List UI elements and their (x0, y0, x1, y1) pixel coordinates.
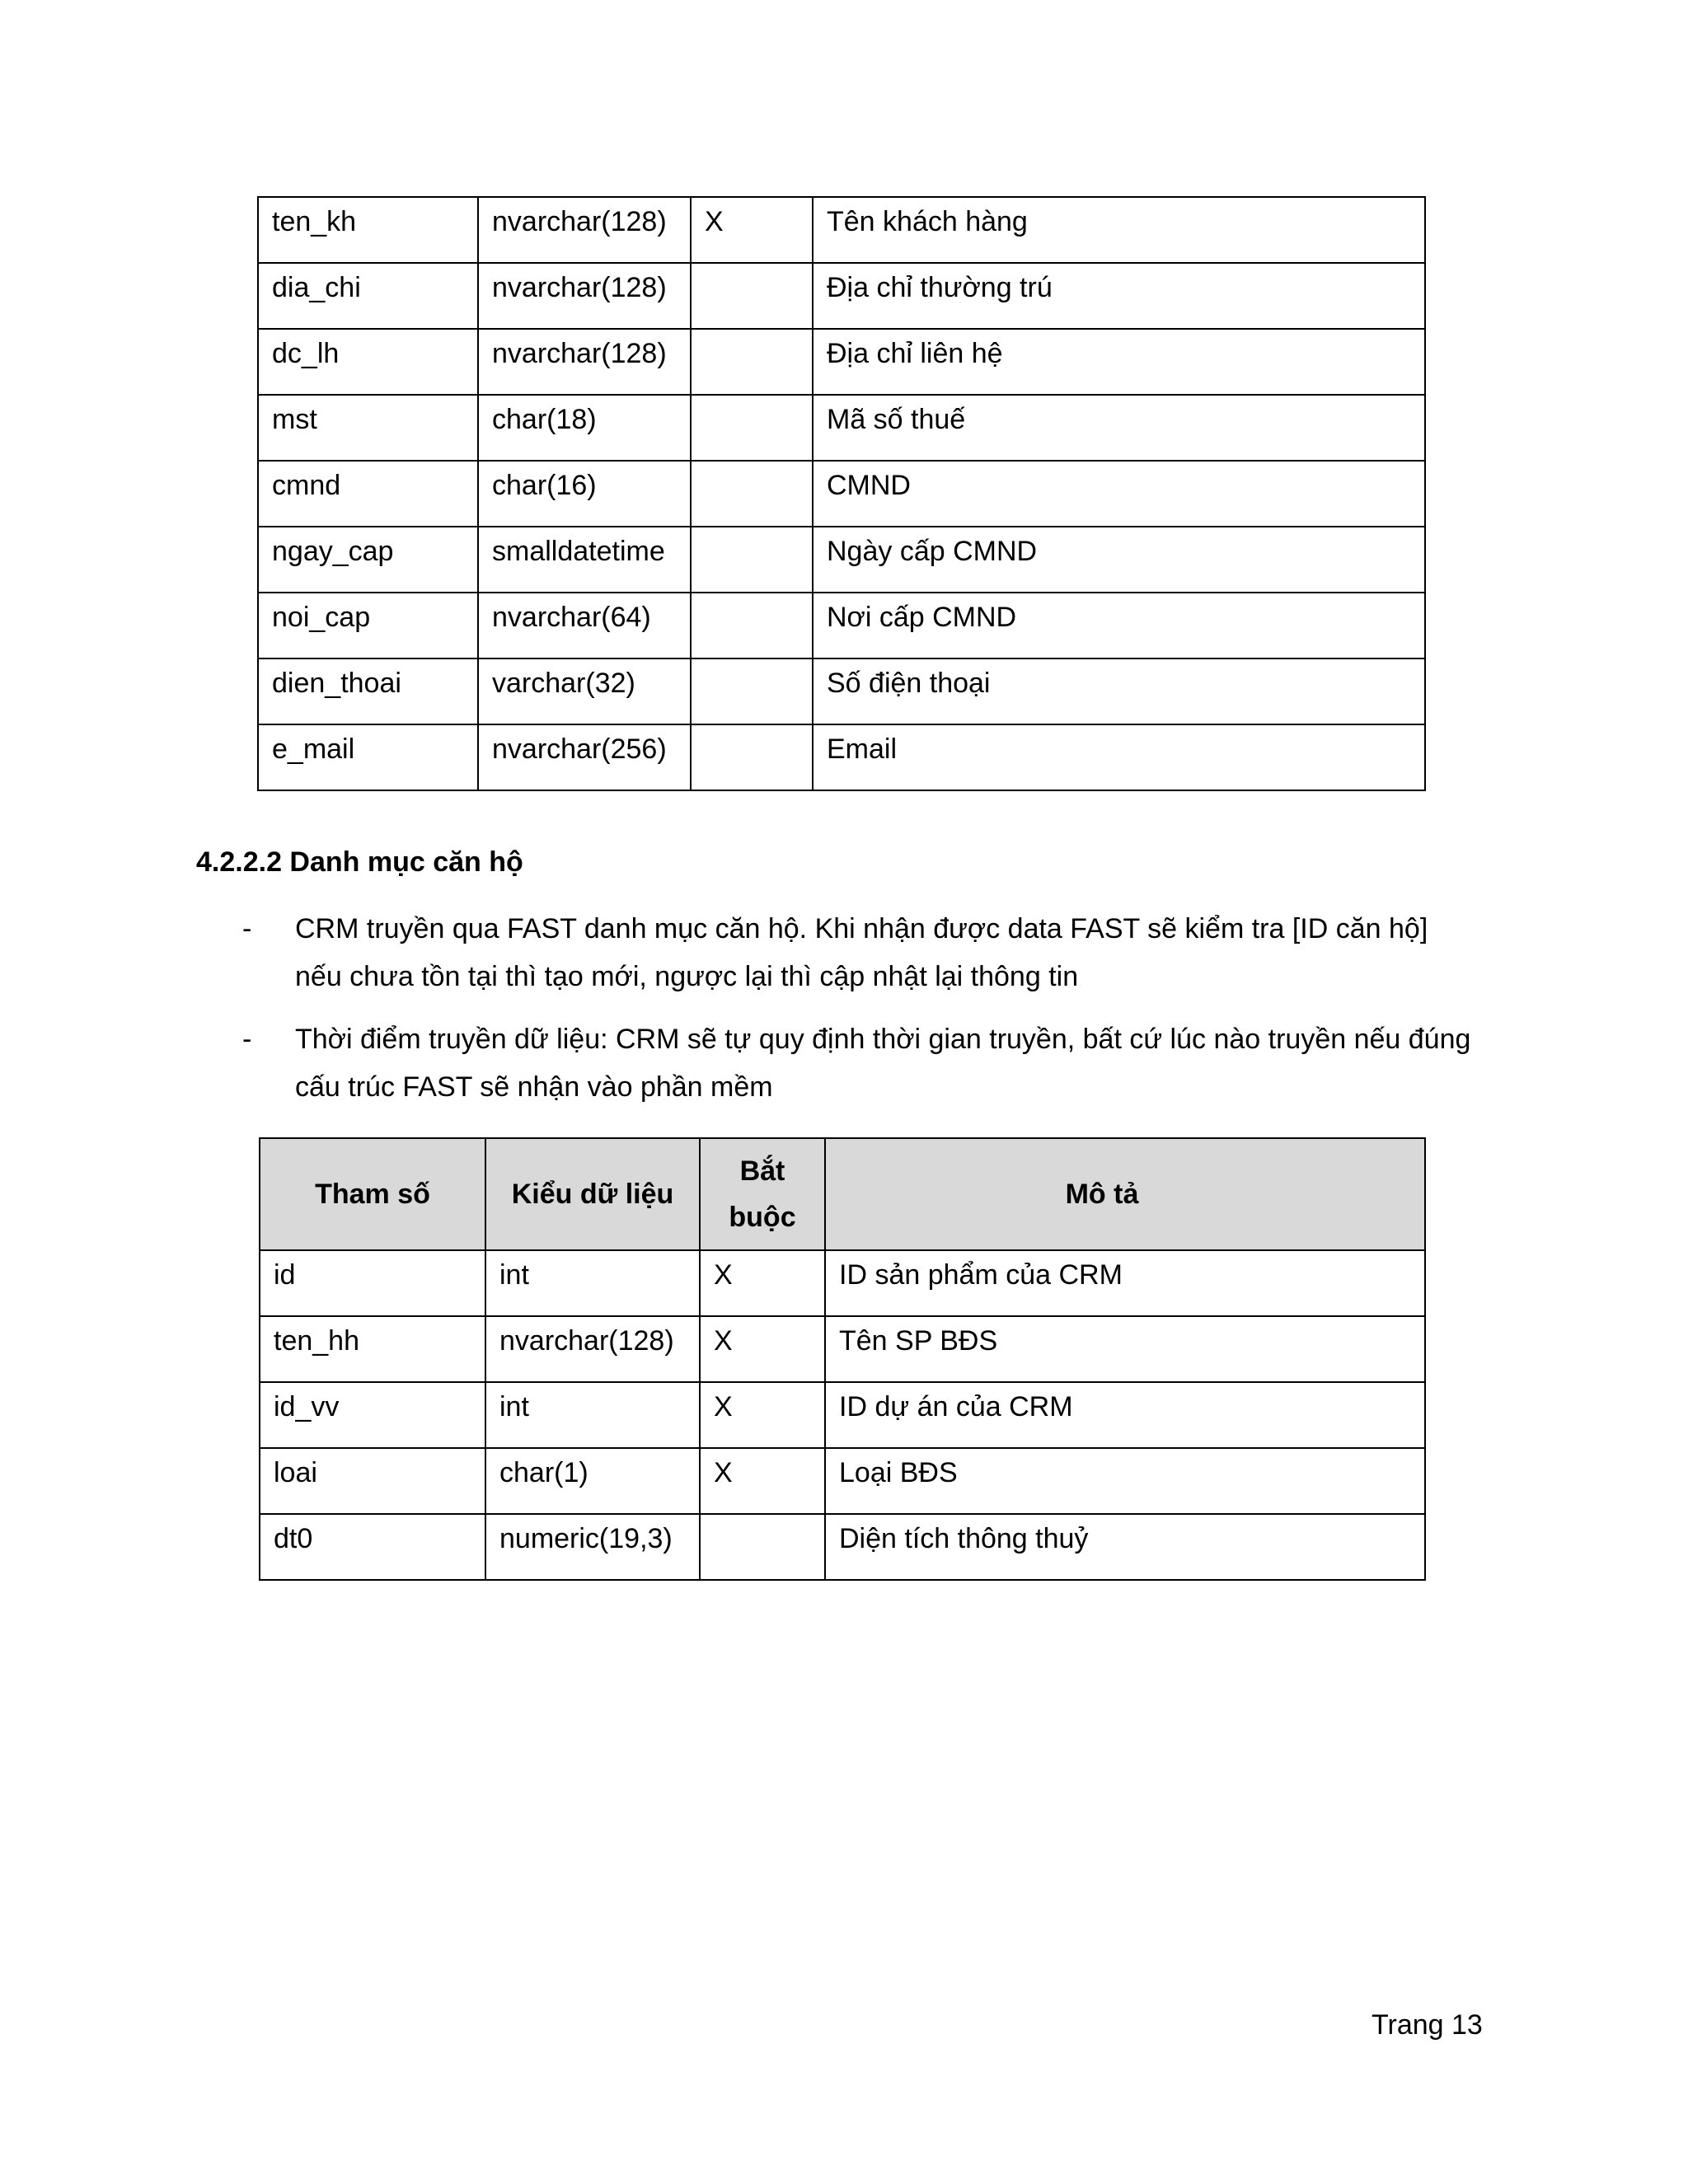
param-cell: id (260, 1250, 485, 1316)
required-cell: X (691, 197, 813, 263)
type-cell: smalldatetime (478, 527, 691, 593)
table-row (260, 1448, 1425, 1514)
required-cell (691, 593, 813, 658)
required-cell (691, 527, 813, 593)
table-row (260, 1382, 1425, 1448)
desc-cell: Diện tích thông thuỷ (825, 1514, 1425, 1580)
param-cell: ngay_cap (258, 527, 478, 593)
table-header-row (260, 1138, 1425, 1250)
required-cell (691, 263, 813, 329)
table-row (258, 658, 1425, 724)
type-cell: nvarchar(128) (478, 197, 691, 263)
required-cell (700, 1514, 825, 1580)
desc-cell: Tên khách hàng (813, 197, 1425, 263)
desc-cell: Mã số thuế (813, 395, 1425, 461)
param-cell: dc_lh (258, 329, 478, 395)
param-cell: ten_kh (258, 197, 478, 263)
desc-cell: ID sản phẩm của CRM (825, 1250, 1425, 1316)
header-desc: Mô tả (825, 1138, 1425, 1250)
param-cell: e_mail (258, 724, 478, 790)
required-cell (691, 724, 813, 790)
param-cell: dia_chi (258, 263, 478, 329)
type-cell: char(16) (478, 461, 691, 527)
type-cell: nvarchar(128) (485, 1316, 700, 1382)
section-heading: 4.2.2.2 Danh mục căn hộ (196, 846, 523, 878)
param-cell: cmnd (258, 461, 478, 527)
table-row (258, 329, 1425, 395)
desc-cell: Loại BĐS (825, 1448, 1425, 1514)
header-required (700, 1138, 825, 1250)
table-row (258, 461, 1425, 527)
type-cell: char(1) (485, 1448, 700, 1514)
desc-cell: Địa chỉ liên hệ (813, 329, 1425, 395)
param-cell: mst (258, 395, 478, 461)
param-cell: ten_hh (260, 1316, 485, 1382)
page-number: Trang 13 (1372, 2009, 1483, 2041)
bullet-item (242, 1015, 1479, 1114)
bullet-dash: - (242, 1024, 252, 1055)
desc-cell: Ngày cấp CMND (813, 527, 1425, 593)
type-cell: nvarchar(256) (478, 724, 691, 790)
required-cell (691, 461, 813, 527)
apartment-fields-table (259, 1137, 1426, 1581)
table-row (258, 197, 1425, 263)
desc-cell: Số điện thoại (813, 658, 1425, 724)
desc-cell: Tên SP BĐS (825, 1316, 1425, 1382)
bullet-dash: - (242, 913, 252, 944)
param-cell: id_vv (260, 1382, 485, 1448)
bullet-text: CRM truyền qua FAST danh mục căn hộ. Khi nhận được data FAST sẽ kiểm tra [ID căn hộ] nếu chưa tồn tại thì tạo mới, ngược lại thì cập nhật lại thông tin (295, 913, 1428, 992)
param-cell: loai (260, 1448, 485, 1514)
param-cell: noi_cap (258, 593, 478, 658)
required-cell: X (700, 1448, 825, 1514)
bullet-text: Thời điểm truyền dữ liệu: CRM sẽ tự quy định thời gian truyền, bất cứ lúc nào truyền nếu đúng cấu trúc FAST sẽ nhận vào phần mềm (295, 1024, 1471, 1103)
type-cell: int (485, 1250, 700, 1316)
param-cell: dt0 (260, 1514, 485, 1580)
desc-cell: CMND (813, 461, 1425, 527)
desc-cell: Email (813, 724, 1425, 790)
header-type: Kiểu dữ liệu (485, 1138, 700, 1250)
param-cell: dien_thoai (258, 658, 478, 724)
type-cell: numeric(19,3) (485, 1514, 700, 1580)
required-cell: X (700, 1382, 825, 1448)
type-cell: int (485, 1382, 700, 1448)
table-row (260, 1250, 1425, 1316)
table-row (260, 1514, 1425, 1580)
table-row (258, 263, 1425, 329)
required-cell: X (700, 1250, 825, 1316)
desc-cell: ID dự án của CRM (825, 1382, 1425, 1448)
table-row (258, 724, 1425, 790)
table-row (258, 527, 1425, 593)
header-param: Tham số (260, 1138, 485, 1250)
type-cell: char(18) (478, 395, 691, 461)
required-cell (691, 395, 813, 461)
bullet-item (242, 905, 1479, 1004)
desc-cell: Địa chỉ thường trú (813, 263, 1425, 329)
type-cell: nvarchar(128) (478, 329, 691, 395)
table-row (260, 1316, 1425, 1382)
required-cell (691, 329, 813, 395)
type-cell: varchar(32) (478, 658, 691, 724)
header-required-line1: Bắt (739, 1155, 785, 1187)
type-cell: nvarchar(128) (478, 263, 691, 329)
required-cell: X (700, 1316, 825, 1382)
customer-fields-table (257, 196, 1426, 791)
header-required-line2: buộc (729, 1202, 796, 1233)
type-cell: nvarchar(64) (478, 593, 691, 658)
required-cell (691, 658, 813, 724)
table-row (258, 395, 1425, 461)
desc-cell: Nơi cấp CMND (813, 593, 1425, 658)
table-row (258, 593, 1425, 658)
